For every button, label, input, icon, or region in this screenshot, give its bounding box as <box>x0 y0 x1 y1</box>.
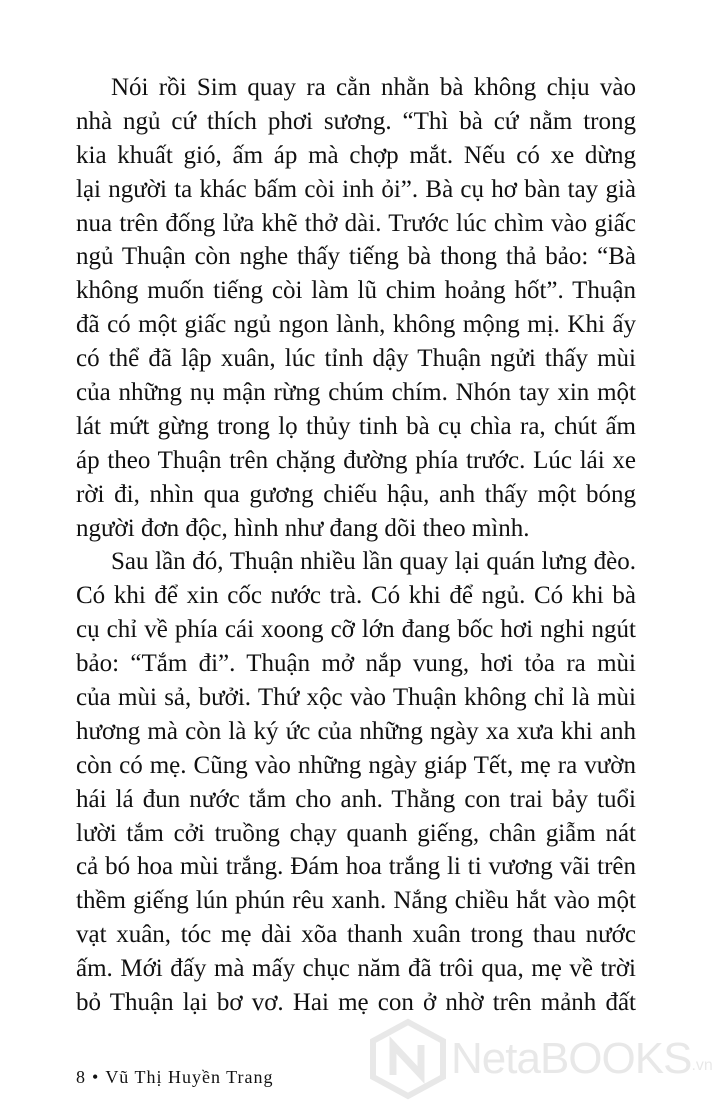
text-line: thềm giếng lún phún rêu xanh. Nắng chiều hắt vào một <box>76 887 636 915</box>
netabooks-logo-icon <box>369 1019 447 1099</box>
text-line: người đơn độc, hình như đang dõi theo mình. <box>76 514 530 542</box>
text-line: Sau lần đó, Thuận nhiều lần quay lại quán lưng đèo. <box>111 548 636 576</box>
netabooks-watermark <box>369 1019 713 1099</box>
text-line: Có khi để xin cốc nước trà. Có khi để ngủ. Có khi bà <box>76 582 636 610</box>
text-line: nhà ngủ cứ thích phơi sương. “Thì bà cứ nằm trong <box>76 107 636 135</box>
text-line: không muốn tiếng còi làm lũ chim hoảng hốt”. Thuận <box>76 277 636 305</box>
text-line: nua trên đống lửa khẽ thở dài. Trước lúc chìm vào giấc <box>76 209 636 237</box>
author-name: Vũ Thị Huyền Trang <box>105 1067 274 1087</box>
text-line: đã có một giấc ngủ ngon lành, không mộng mị. Khi ấy <box>76 311 636 339</box>
text-line: kia khuất gió, ấm áp mà chợp mắt. Nếu có xe dừng <box>76 141 636 169</box>
text-line: hương mà còn là ký ức của những ngày xa xưa khi anh <box>76 717 636 745</box>
text-line: của mùi sả, bưởi. Thứ xộc vào Thuận không chỉ là mùi <box>76 684 636 712</box>
text-line: có thể đã lập xuân, lúc tỉnh dậy Thuận ngửi thấy mùi <box>76 345 636 373</box>
text-line: của những nụ mận rừng chúm chím. Nhón tay xin một <box>76 379 636 407</box>
paragraph-2 <box>76 545 636 1019</box>
page-number: 8 <box>76 1067 86 1087</box>
text-line: cụ chỉ về phía cái xoong cỡ lớn đang bốc hơi nghi ngút <box>76 616 636 644</box>
text-line: vạt xuân, tóc mẹ dài xõa thanh xuân trong thau nước <box>76 921 636 949</box>
text-line: lười tắm cởi truồng chạy quanh giếng, chân giẫm nát <box>76 819 636 847</box>
watermark-suffix: .vn <box>691 1057 713 1074</box>
text-line: Nói rồi Sim quay ra cằn nhằn bà không chịu vào <box>111 74 636 101</box>
paragraph-1 <box>76 71 636 545</box>
text-line: áp theo Thuận trên chặng đường phía trước. Lúc lái xe <box>76 446 636 474</box>
page-footer <box>76 1067 274 1088</box>
text-line: hái lá đun nước tắm cho anh. Thằng con trai bảy tuổi <box>76 785 636 813</box>
text-line: cả bó hoa mùi trắng. Đám hoa trắng li ti vương vãi trên <box>76 853 636 881</box>
text-line: lại người ta khác bấm còi inh ỏi”. Bà cụ hơ bàn tay già <box>76 175 636 203</box>
text-line: lát mứt gừng trong lọ thủy tinh bà cụ chìa ra, chút ấm <box>76 412 636 440</box>
footer-separator: • <box>92 1067 100 1087</box>
text-line: còn có mẹ. Cũng vào những ngày giáp Tết, mẹ ra vườn <box>76 751 636 779</box>
text-line: bỏ Thuận lại bơ vơ. Hai mẹ con ở nhờ trên mảnh đất <box>76 989 636 1017</box>
text-line: ngủ Thuận còn nghe thấy tiếng bà thong thả bảo: “Bà <box>76 243 636 271</box>
text-line: rời đi, nhìn qua gương chiếu hậu, anh thấy một bóng <box>76 480 636 508</box>
text-line: ấm. Mới đấy mà mấy chục năm đã trôi qua, mẹ về trời <box>76 955 636 983</box>
body-text <box>76 71 636 1020</box>
text-line: bảo: “Tắm đi”. Thuận mở nắp vung, hơi tỏa ra mùi <box>76 650 636 678</box>
watermark-brand: NetaBOOKS <box>451 1034 692 1083</box>
